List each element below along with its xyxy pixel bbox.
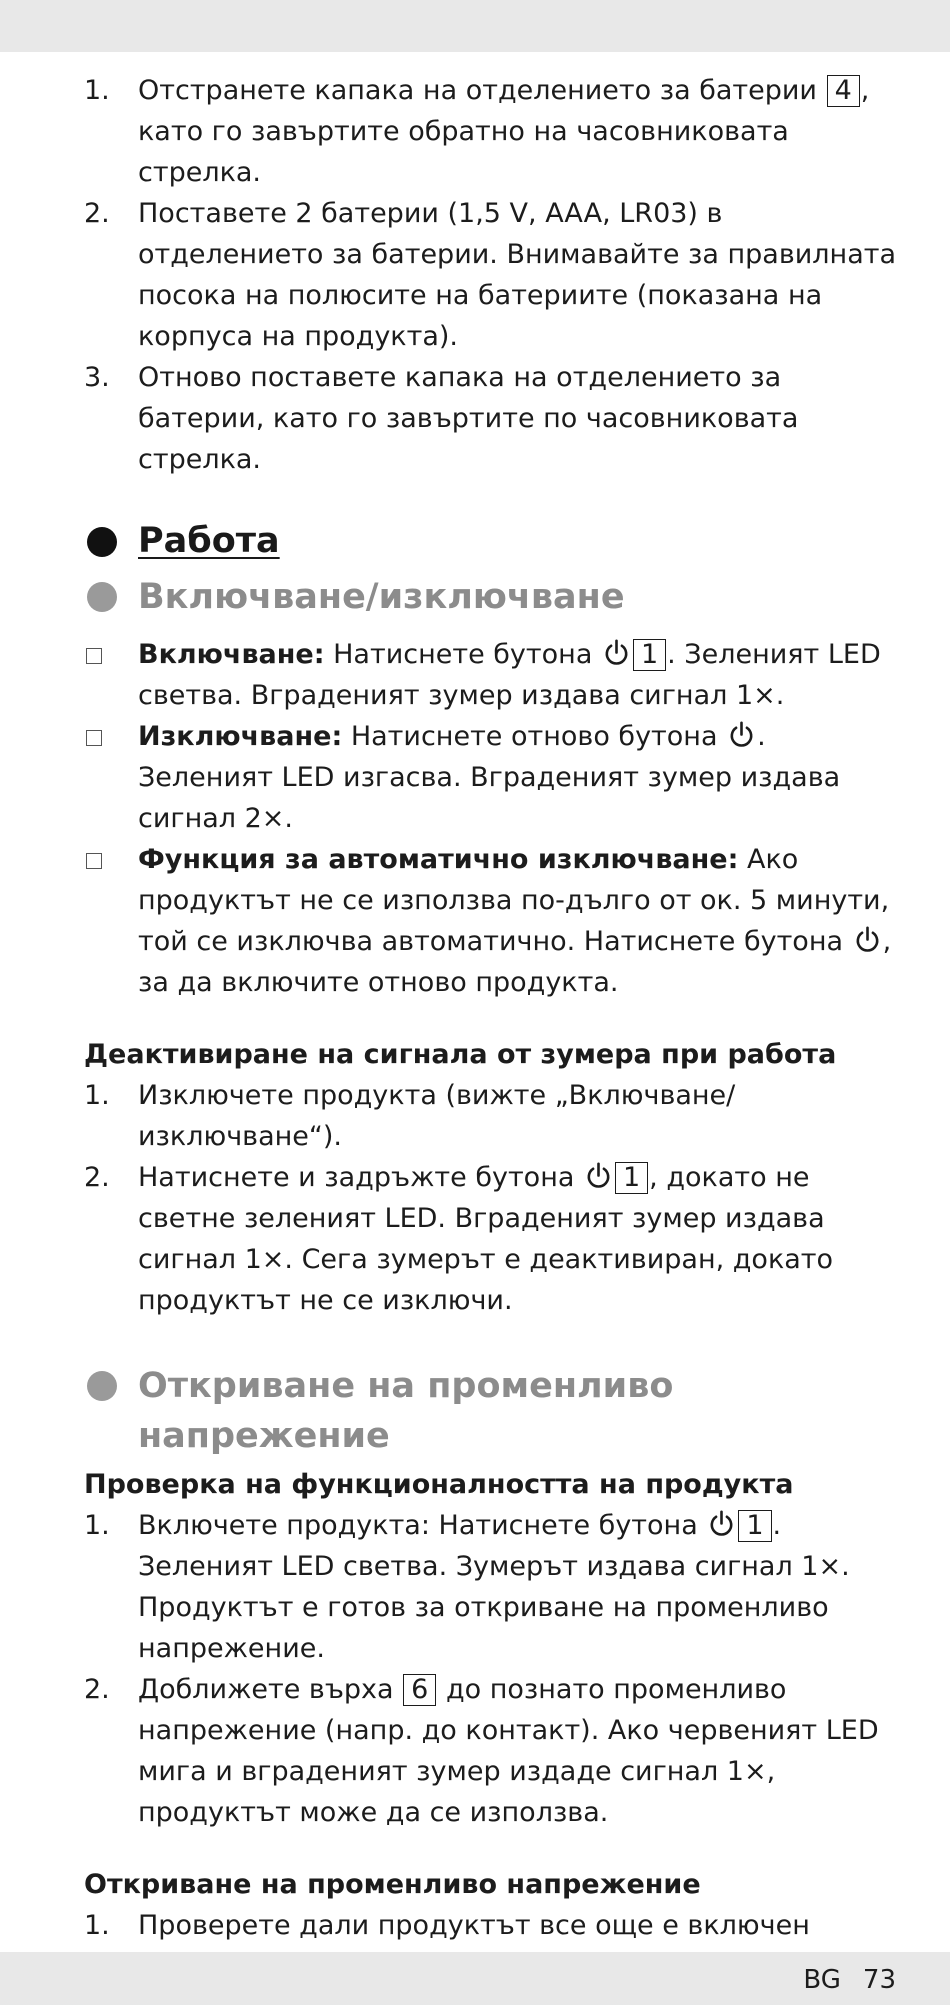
checkbox-square-icon [86,648,102,664]
filled-bullet-icon [87,527,117,557]
power-icon [708,1509,735,1539]
list-item [84,1075,904,1157]
power-icon [585,1161,612,1191]
step-number: 2. [84,1674,110,1705]
part-ref-box: 4 [827,75,860,107]
check-steps [84,1505,904,1833]
step-number: 3. [84,362,110,393]
heading-text: Работа [138,521,280,561]
part-ref-box: 1 [738,1510,771,1542]
list-item [84,1669,904,1833]
step-number: 2. [84,198,110,229]
checkbox-square-icon [86,730,102,746]
page-content [84,70,904,1987]
step-number: 1. [84,1510,110,1541]
item-text: Натиснете бутона [324,639,601,670]
part-ref-box: 6 [403,1674,436,1706]
step-text: Отново поставете капака на отделението за батерии, като го завъртите по часовниковата стрелка. [138,362,799,475]
step-text: , докато не светне зеленият LED. Вграденият зумер издава сигнал 1×. Сега зумерът е деактивиран, докато продуктът не се изключи. [138,1162,834,1316]
part-ref-box: 1 [615,1162,648,1194]
section-heading-operation [84,518,904,564]
buzzer-deactivation-heading: Деактивиране на сигнала от зумера при работа [84,1039,837,1070]
gray-bullet-icon [87,582,117,612]
power-icon [854,925,881,955]
buzzer-steps [84,1075,904,1321]
item-label: Включване: [138,639,325,670]
step-text: до познато променливо напрежение (напр. до контакт). Ако червеният LED мига и вграденият зумер издаде сигнал 1×, продуктът може да се използва. [138,1674,879,1828]
step-text: Изключете продукта (вижте „Включване/изключване“). [138,1080,736,1152]
list-item [84,70,904,193]
subsection-heading-voltage [84,1361,904,1461]
step-number: 2. [84,1162,110,1193]
onoff-list [84,634,904,1003]
step-number: 1. [84,1080,110,1111]
item-text: . Зеленият LED светва. Вграденият зумер издава сигнал 1×. [138,639,881,711]
functionality-check-heading: Проверка на функционалността на продукта [84,1469,794,1500]
heading-text: напрежение [138,1416,390,1456]
gray-bullet-icon [87,1371,117,1401]
battery-steps [84,70,904,480]
heading-text: Откриване на променливо [138,1366,674,1406]
step-text: Проверете дали продуктът все още е включен [138,1910,810,1941]
step-text: Доближете върха [138,1674,403,1705]
list-item [84,1505,904,1669]
list-item [84,1157,904,1321]
list-item [84,839,904,1003]
voltage-detection-heading: Откриване на променливо напрежение [84,1869,701,1900]
checkbox-square-icon [86,853,102,869]
step-text: . Зеленият LED светва. Зумерът издава сигнал 1×. Продуктът е готов за откриване на променливо напрежение. [138,1510,850,1664]
list-item [84,357,904,480]
language-code: BG [803,1965,841,1995]
top-band [0,0,950,52]
item-text: . Зеленият LED изгасва. Вграденият зумер издава сигнал 2×. [138,721,841,834]
step-text: Отстранете капака на отделението за батерии [138,75,826,106]
page-number: 73 [862,1965,896,1995]
part-ref-box: 1 [633,639,666,671]
list-item [84,634,904,716]
power-icon [603,638,630,668]
step-number: 1. [84,75,110,106]
item-label: Функция за автоматично изключване: [138,844,739,875]
step-text: Включете продукта: Натиснете бутона [138,1510,707,1541]
list-item [84,193,904,357]
step-text: , като го завъртите обратно на часовниковата стрелка. [138,75,870,188]
step-text: Поставете 2 батерии (1,5 V, AAA, LR03) в отделението за батерии. Внимавайте за правилната посока на полюсите на батериите (показана на корпуса на продукта). [138,198,897,352]
item-text: Натиснете отново бутона [342,721,727,752]
item-text: Ако продуктът не се използва по-дълго от ок. 5 минути, той се изключва автоматично. Натиснете бутона [138,844,890,957]
item-label: Изключване: [138,721,343,752]
power-icon [728,720,755,750]
heading-text: Включване/изключване [138,577,625,617]
list-item [84,716,904,839]
step-number: 1. [84,1910,110,1941]
page-footer [781,1965,896,1995]
item-text: , за да включите отново продукта. [138,926,892,998]
subsection-heading-onoff [84,572,904,622]
step-text: Натиснете и задръжте бутона [138,1162,583,1193]
